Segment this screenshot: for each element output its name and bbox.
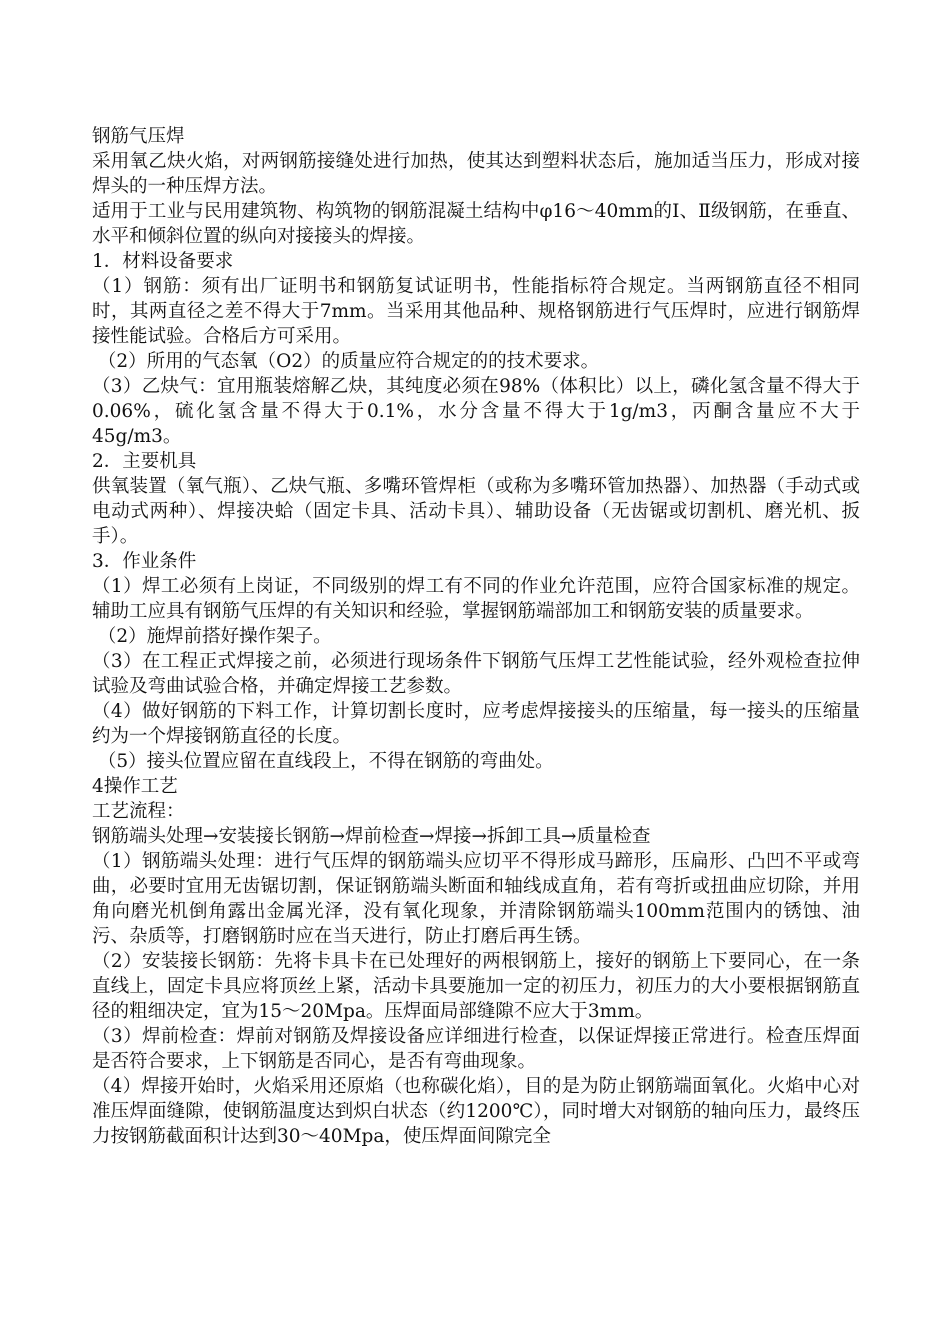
paragraph-equipment-list: 供氧装置（氧气瓶）、乙炔气瓶、多嘴环管焊柜（或称为多嘴环管加热器）、加热器（手动式或电动式两种）、焊接决蛤（固定卡具、活动卡具）、辅助设备（无齿锯或切割机、磨光机、扳手）。 [92,476,860,547]
paragraph-process-label: 工艺流程： [92,801,185,822]
paragraph-definition: 采用氧乙炔火焰，对两钢筋接缝处进行加热，使其达到塑料状态后，施加适当压力，形成对接焊头的一种压焊方法。 [92,151,860,197]
paragraph-step-4: （4）焊接开始时，火焰采用还原焰（也称碳化焰），目的是为防止钢筋端面氧化。火焰中心对准压焊面缝隙，使钢筋温度达到炽白状态（约1200℃），同时增大对钢筋的轴向压力，最终压力按钢筋截面积计达到30～40Mpa，使压焊面间隙完全 [92,1076,860,1147]
paragraph-acetylene: （3）乙炔气：宜用瓶装熔解乙炔，其纯度必须在98%（体积比）以上，磷化氢含量不得大于0.06%，硫化氢含量不得大于0.1%，水分含量不得大于1g/m3，丙酮含量应不大于45g/m3。 [92,376,860,447]
document-body [92,124,860,1149]
paragraph-process-flow: 钢筋端头处理→安装接长钢筋→焊前检查→焊接→拆卸工具→质量检查 [92,826,651,847]
paragraph-step-3: （3）焊前检查：焊前对钢筋及焊接设备应详细进行检查，以保证焊接正常进行。检查压焊面是否符合要求，上下钢筋是否同心，是否有弯曲现象。 [92,1026,860,1072]
paragraph-scope: 适用于工业与民用建筑物、构筑物的钢筋混凝土结构中φ16～40mm的Ⅰ、Ⅱ级钢筋，在垂直、水平和倾斜位置的纵向对接接头的焊接。 [92,201,860,247]
paragraph-condition-4: （4）做好钢筋的下料工作，计算切割长度时，应考虑焊接接头的压缩量，每一接头的压缩量约为一个焊接钢筋直径的长度。 [92,701,860,747]
paragraph-step-2: （2）安装接长钢筋：先将卡具卡在已处理好的两根钢筋上，接好的钢筋上下要同心，在一条直线上，固定卡具应将顶丝上紧，活动卡具要施加一定的初压力，初压力的大小要根据钢筋直径的粗细决定，宜为15～20Mpa。压焊面局部缝隙不应大于3mm。 [92,951,860,1022]
section-heading-equipment: 2．主要机具 [92,451,197,472]
paragraph-condition-2: （2）施焊前搭好操作架子。 [92,626,332,647]
document-title: 钢筋气压焊 [92,126,185,147]
paragraph-condition-1: （1）焊工必须有上岗证，不同级别的焊工有不同的作业允许范围，应符合国家标准的规定。辅助工应具有钢筋气压焊的有关知识和经验，掌握钢筋端部加工和钢筋安装的质量要求。 [92,576,860,622]
paragraph-oxygen: （2）所用的气态氧（O2）的质量应符合规定的的技术要求。 [92,351,600,372]
section-heading-conditions: 3．作业条件 [92,551,197,572]
paragraph-steel-bars: （1）钢筋：须有出厂证明书和钢筋复试证明书，性能指标符合规定。当两钢筋直径不相同时，其两直径之差不得大于7mm。当采用其他品种、规格钢筋进行气压焊时，应进行钢筋焊接性能试验。合格后方可采用。 [92,276,860,347]
paragraph-condition-3: （3）在工程正式焊接之前，必须进行现场条件下钢筋气压焊工艺性能试验，经外观检查拉伸试验及弯曲试验合格，并确定焊接工艺参数。 [92,651,860,697]
section-heading-materials: 1．材料设备要求 [92,251,234,272]
section-heading-process: 4操作工艺 [92,776,178,797]
paragraph-step-1: （1）钢筋端头处理：进行气压焊的钢筋端头应切平不得形成马蹄形，压扁形、凸凹不平或弯曲，必要时宜用无齿锯切割，保证钢筋端头断面和轴线成直角，若有弯折或扭曲应切除，并用角向磨光机倒角露出金属光泽，没有氧化现象，并清除钢筋端头100mm范围内的锈蚀、油污、杂质等，打磨钢筋时应在当天进行，防止打磨后再生锈。 [92,851,860,947]
paragraph-condition-5: （5）接头位置应留在直线段上，不得在钢筋的弯曲处。 [92,751,554,772]
